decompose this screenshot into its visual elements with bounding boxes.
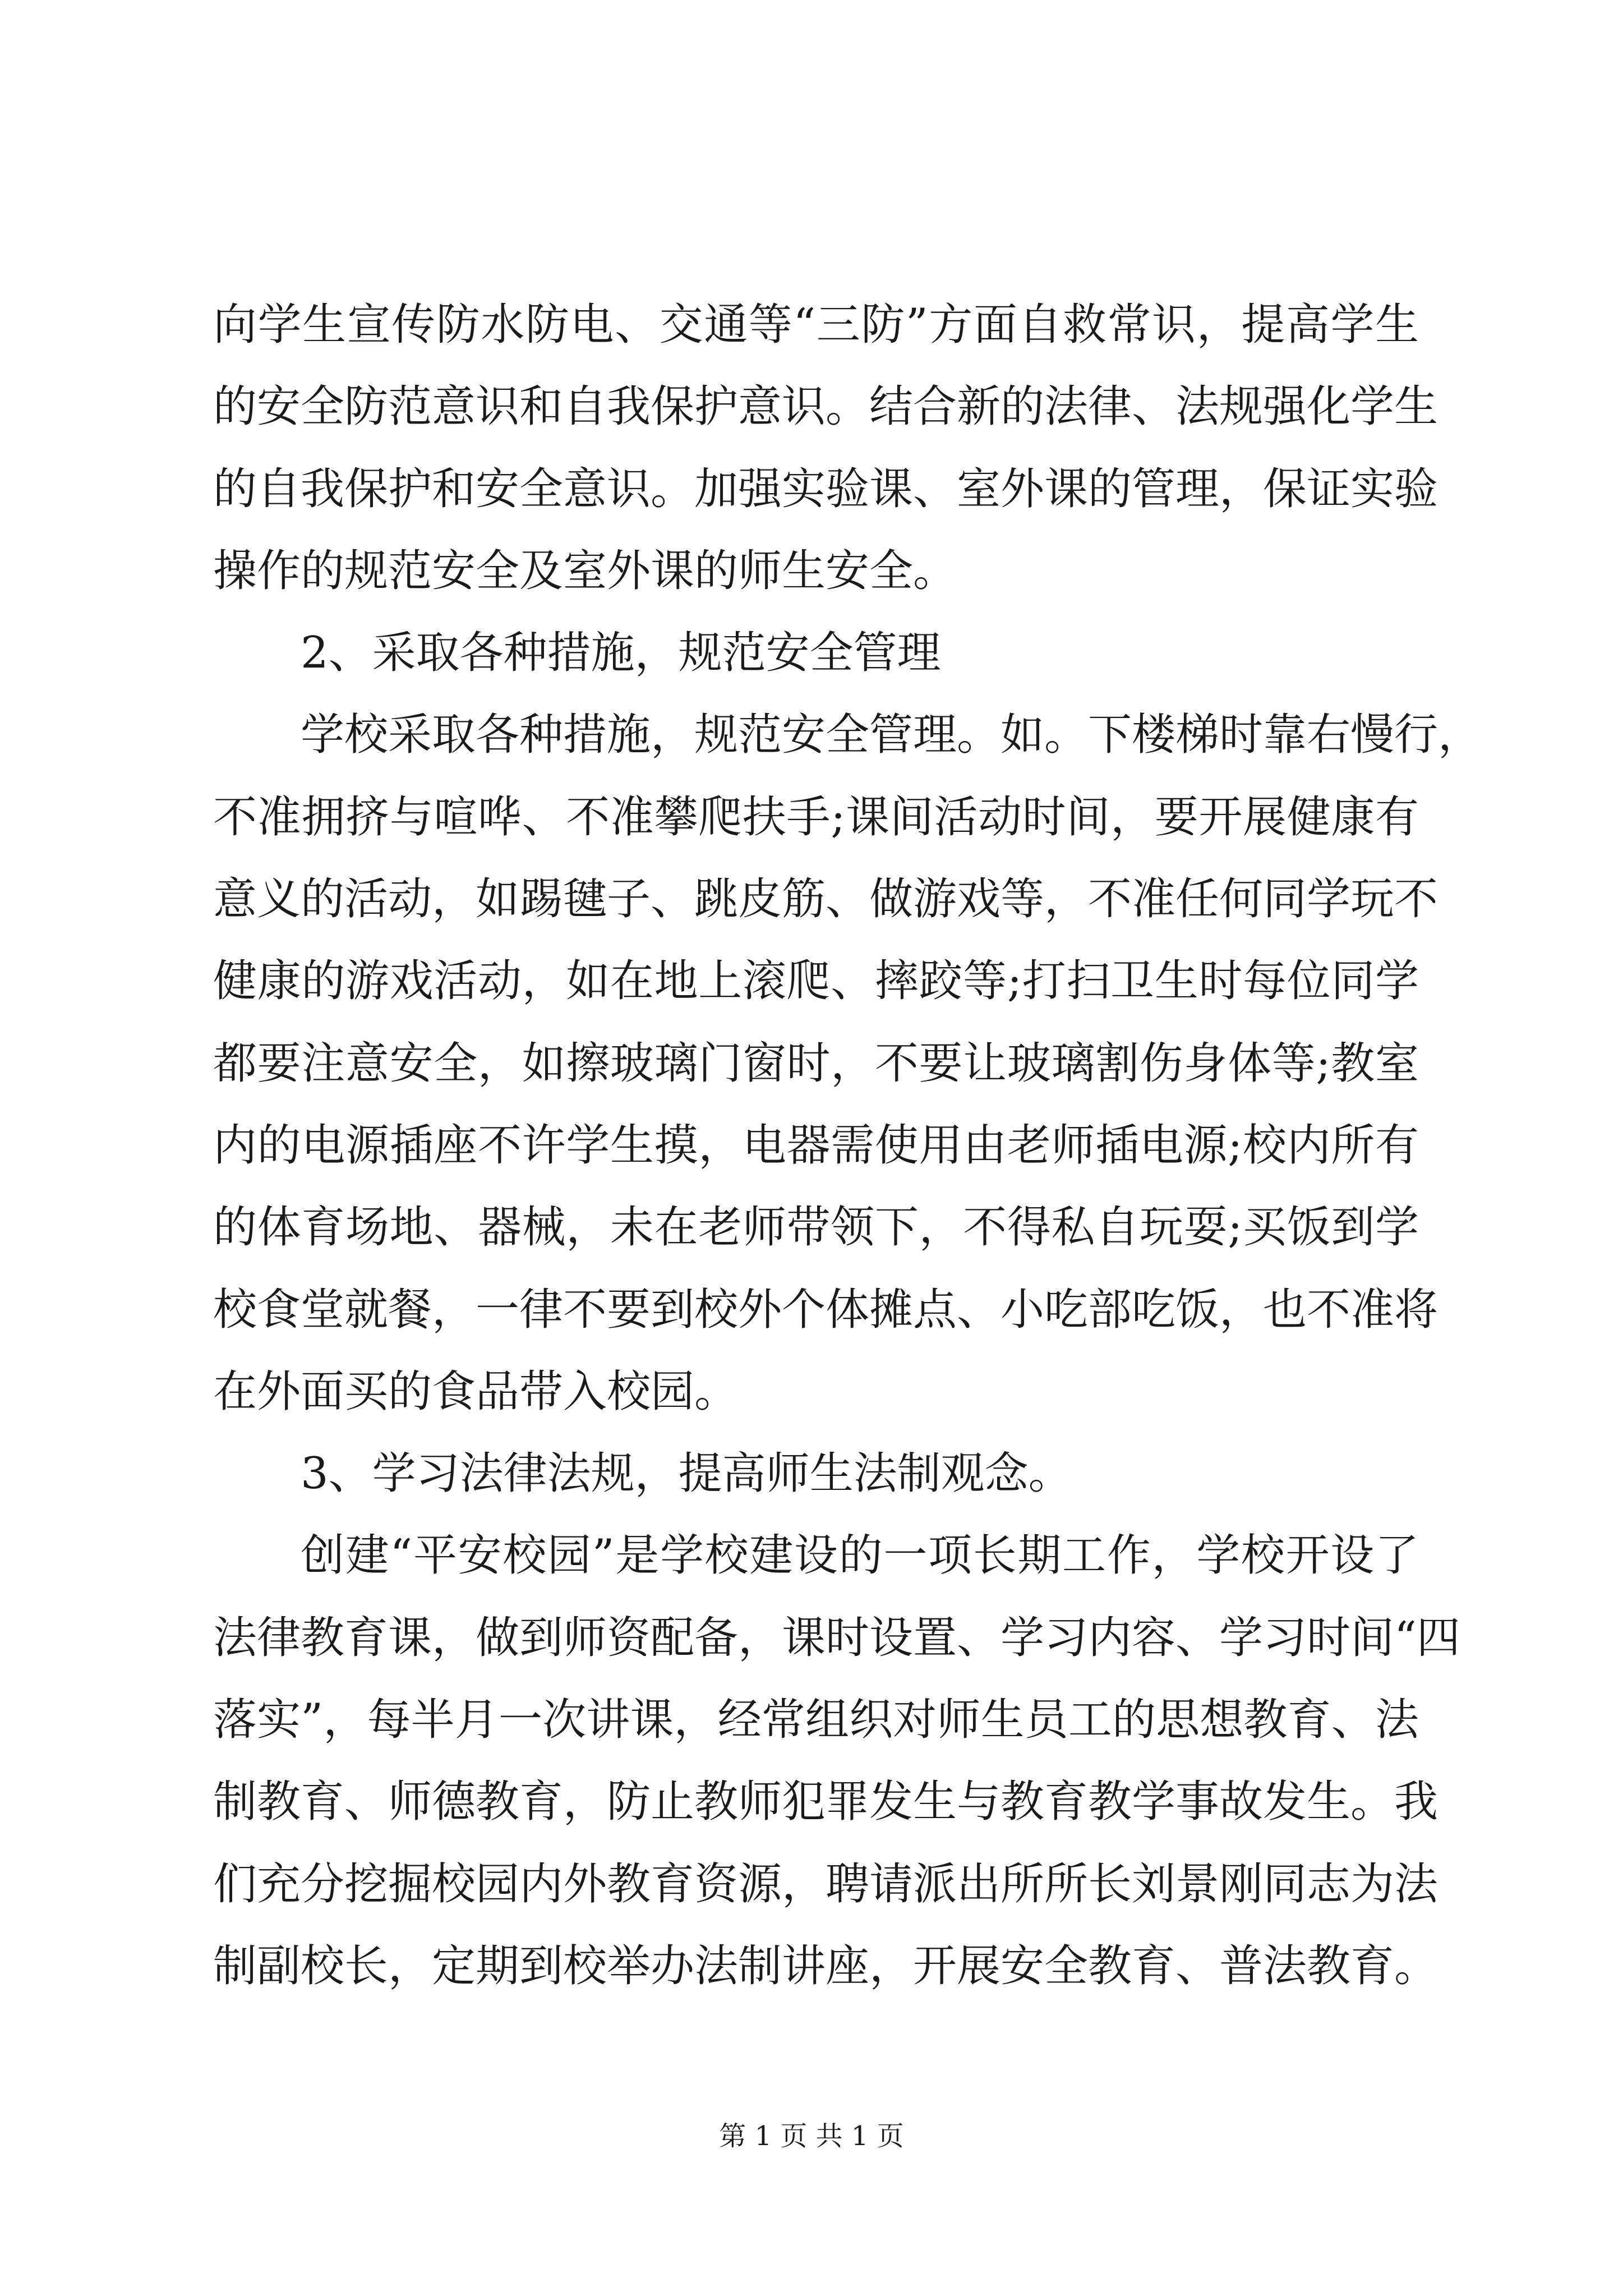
text-line: 意义的活动，如踢毽子、跳皮筋、做游戏等，不准任何同学玩不 <box>213 874 1438 925</box>
text-line: 操作的规范安全及室外课的师生安全。 <box>213 545 957 596</box>
text-line: 内的电源插座不许学生摸，电器需使用由老师插电源;校内所有 <box>213 1120 1419 1171</box>
text-line: 在外面买的食品带入校园。 <box>213 1366 739 1417</box>
text-line: 都要注意安全，如擦玻璃门窗时，不要让玻璃割伤身体等;教室 <box>213 1038 1419 1089</box>
text-line: 制教育、师德教育，防止教师犯罪发生与教育教学事故发生。我 <box>213 1777 1438 1828</box>
text-line: 的自我保护和安全意识。加强实验课、室外课的管理，保证实验 <box>213 463 1438 514</box>
text-line: 的体育场地、器械，未在老师带领下，不得私自玩耍;买饭到学 <box>213 1202 1419 1253</box>
section-heading: 2、采取各种措施，规范安全管理 <box>301 628 941 679</box>
text-line: 法律教育课，做到师资配备，课时设置、学习内容、学习时间“四 <box>213 1612 1460 1663</box>
text-line: 制副校长，定期到校举办法制讲座，开展安全教育、普法教育。 <box>213 1940 1438 1991</box>
text-line: 校食堂就餐，一律不要到校外个体摊点、小吃部吃饭，也不准将 <box>213 1284 1438 1335</box>
text-line: 创建“平安校园”是学校建设的一项长期工作，学校开设了 <box>301 1530 1419 1581</box>
text-line: 落实”，每半月一次讲课，经常组织对师生员工的思想教育、法 <box>213 1695 1419 1746</box>
text-line: 学校采取各种措施，规范安全管理。如。下楼梯时靠右慢行， <box>301 710 1482 761</box>
text-line: 健康的游戏活动，如在地上滚爬、摔跤等;打扫卫生时每位同学 <box>213 956 1419 1007</box>
document-body <box>213 300 1482 2026</box>
text-line: 向学生宣传防水防电、交通等“三防”方面自救常识，提高学生 <box>213 300 1419 350</box>
section-heading: 3、学习法律法规，提高师生法制观念。 <box>301 1448 1072 1499</box>
text-line: 们充分挖掘校园内外教育资源，聘请派出所所长刘景刚同志为法 <box>213 1858 1438 1910</box>
text-line: 不准拥挤与喧哗、不准攀爬扶手;课间活动时间，要开展健康有 <box>213 792 1419 843</box>
page-footer: 第 1 页 共 1 页 <box>719 2120 904 2152</box>
text-line: 的安全防范意识和自我保护意识。结合新的法律、法规强化学生 <box>213 381 1438 432</box>
